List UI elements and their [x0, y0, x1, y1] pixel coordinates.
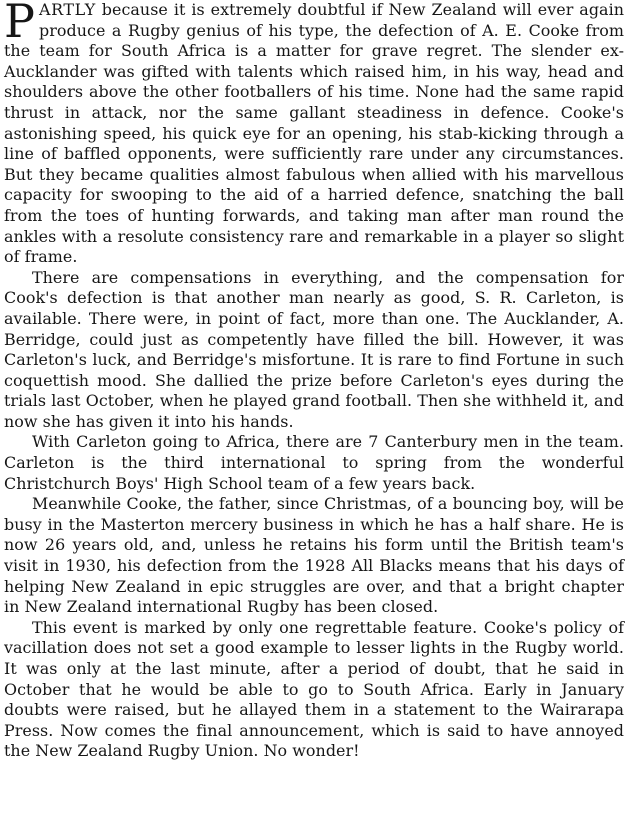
article-body [4, 0, 624, 762]
article-paragraph-5 [4, 618, 624, 762]
paragraph-text: With Carleton going to Africa, there are 7 Canterbury men in the team. Carleton is the third international to spring from the wonderful Christchurch Boys' High School team of a few years back. [4, 432, 624, 493]
article-paragraph-2 [4, 268, 624, 433]
article-paragraph-4 [4, 494, 624, 618]
article-paragraph-1 [4, 0, 624, 268]
paragraph-text: There are compensations in everything, and the compensation for Cook's defection is that another man nearly as good, S. R. Carleton, is available. There were, in point of fact, more than one. The Aucklander, A. Berridge, could just as competently have filled the bill. However, it was Carleton's luck, and Berridge's misfortune. It is rare to find Fortune in such coquettish mood. She dallied the prize before Carleton's eyes during the trials last October, when he played grand football. Then she withheld it, and now she has given it into his hands. [4, 267, 624, 431]
drop-cap-letter: P [4, 0, 36, 48]
paragraph-text: This event is marked by only one regrettable feature. Cooke's policy of vacillation does not set a good example to lesser lights in the Rugby world. It was only at the last minute, after a period of doubt, that he said in October that he would be able to go to South Africa. Early in January doubts were raised, but he allayed them in a statement to the Wairarapa Press. Now comes the final announcement, which is said to have annoyed the New Zealand Rugby Union. No wonder! [4, 617, 624, 761]
paragraph-text: because it is extremely doubtful if New Zealand will ever again produce a Rugby genius of his type, the defection of A. E. Cooke from the team for South Africa is a matter for grave regret. The slender ex-Aucklander was gifted with talents which raised him, in his way, head and shoulders above the other footballers of his time. None had the same rapid thrust in attack, nor the same gallant steadiness in defence. Cooke's astonishing speed, his quick eye for an opening, his stab-kicking through a line of baffled opponents, were sufficiently rare under any circumstances. But they became qualities almost fabulous when allied with his marvellous capacity for swooping to the aid of a harried defence, snatching the ball from the toes of hunting forwards, and taking man after man round the ankles with a resolute consistency rare and remarkable in a player so slight of frame. [4, 0, 624, 267]
paragraph-text: Meanwhile Cooke, the father, since Christmas, of a bouncing boy, will be busy in the Masterton mercery business in which he has a half share. He is now 26 years old, and, unless he retains his form until the British team's visit in 1930, his defection from the 1928 All Blacks means that his days of helping New Zealand in epic struggles are over, and that a bright chapter in New Zealand international Rugby has been closed. [4, 494, 624, 617]
lead-in-word: ARTLY [39, 0, 96, 19]
article-paragraph-3 [4, 432, 624, 494]
